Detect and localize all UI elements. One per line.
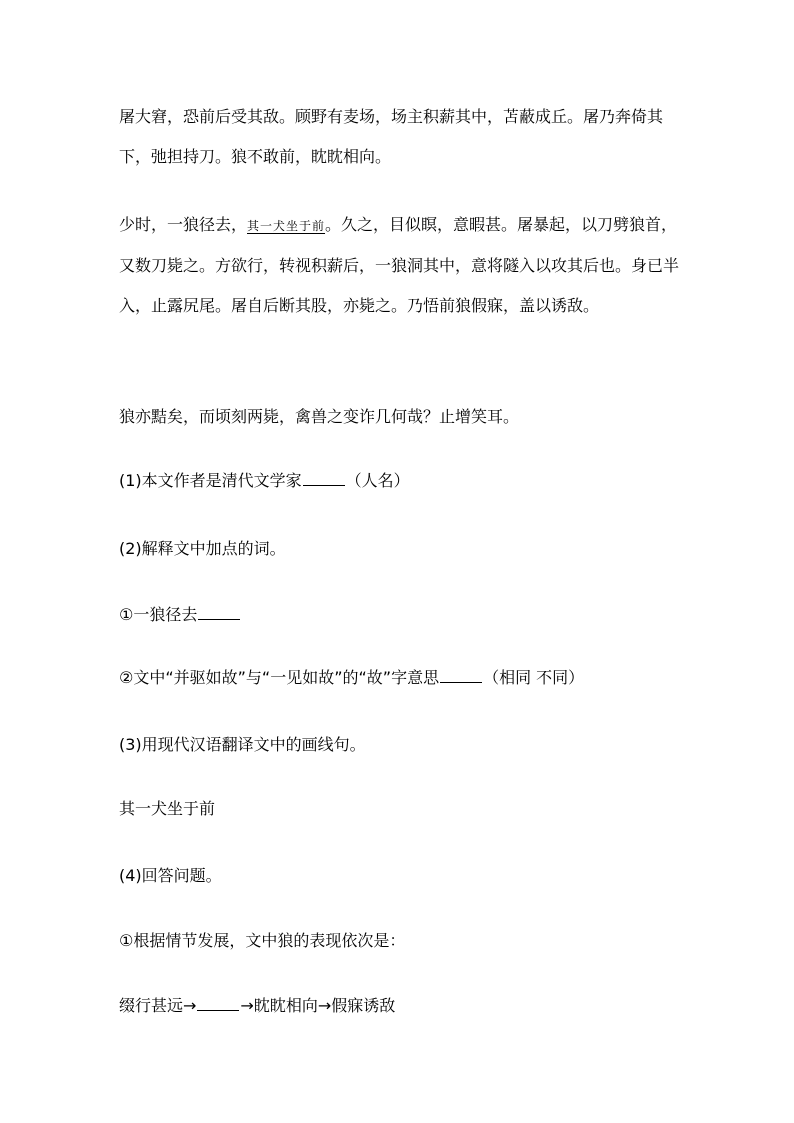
question-4-1: ①根据情节发展，文中狼的表现依次是：: [119, 931, 406, 950]
question-1-text: (1)本文作者是清代文学家: [119, 471, 302, 490]
passage-paragraph-2-rest: 。久之，目似瞑，意暇甚。屠暴起，以刀劈狼首，又数刀毙之。方欲行，转视积薪后，一狼洞其中，意将隧入以攻其后也。身已半入，止露尻尾。屠自后断其股，亦毙之。乃悟前狼假寐，盖以诱敌。: [119, 215, 680, 315]
answer-blank-jing[interactable]: [198, 605, 240, 620]
underlined-sentence: 其一犬坐于前: [247, 219, 326, 233]
arrow-right-icon: →: [183, 996, 197, 1015]
question-3-sentence: 其一犬坐于前: [119, 799, 216, 818]
answer-blank-gu[interactable]: [440, 668, 482, 683]
passage-paragraph-2-start: 少时，一狼径去，: [119, 215, 248, 234]
question-4-chain: [119, 994, 395, 1018]
chain-step-4: 假寐诱敌: [331, 996, 396, 1015]
question-4: (4)回答问题。: [119, 866, 222, 885]
passage-paragraph-2: [119, 205, 679, 326]
passage-paragraph-3: 狼亦黠矣，而顷刻两毙，禽兽之变诈几何哉？止增笑耳。: [119, 407, 520, 426]
question-2-2-options: （相同 不同）: [483, 668, 585, 687]
chain-step-3: 眈眈相向: [253, 996, 318, 1015]
question-2: (2)解释文中加点的词。: [119, 539, 286, 558]
chain-step-1: 缀行甚远: [119, 996, 184, 1015]
question-2-2: [119, 666, 584, 690]
question-2-2-text: ②文中“并驱如故”与“一见如故”的“故”字意思: [119, 668, 440, 687]
arrow-right-icon: →: [240, 996, 254, 1015]
question-1: [119, 469, 410, 493]
answer-blank-author[interactable]: [303, 471, 345, 486]
question-2-1-text: ①一狼径去: [119, 605, 198, 624]
question-1-hint: （人名）: [345, 471, 410, 490]
answer-blank-chain[interactable]: [197, 996, 239, 1011]
question-2-1: [119, 603, 241, 627]
question-3: (3)用现代汉语翻译文中的画线句。: [119, 735, 366, 754]
arrow-right-icon: →: [317, 996, 332, 1015]
passage-paragraph-1: 屠大窘，恐前后受其敌。顾野有麦场，场主积薪其中，苫蔽成丘。屠乃奔倚其下，弛担持刀。狼不敢前，眈眈相向。: [119, 107, 664, 166]
